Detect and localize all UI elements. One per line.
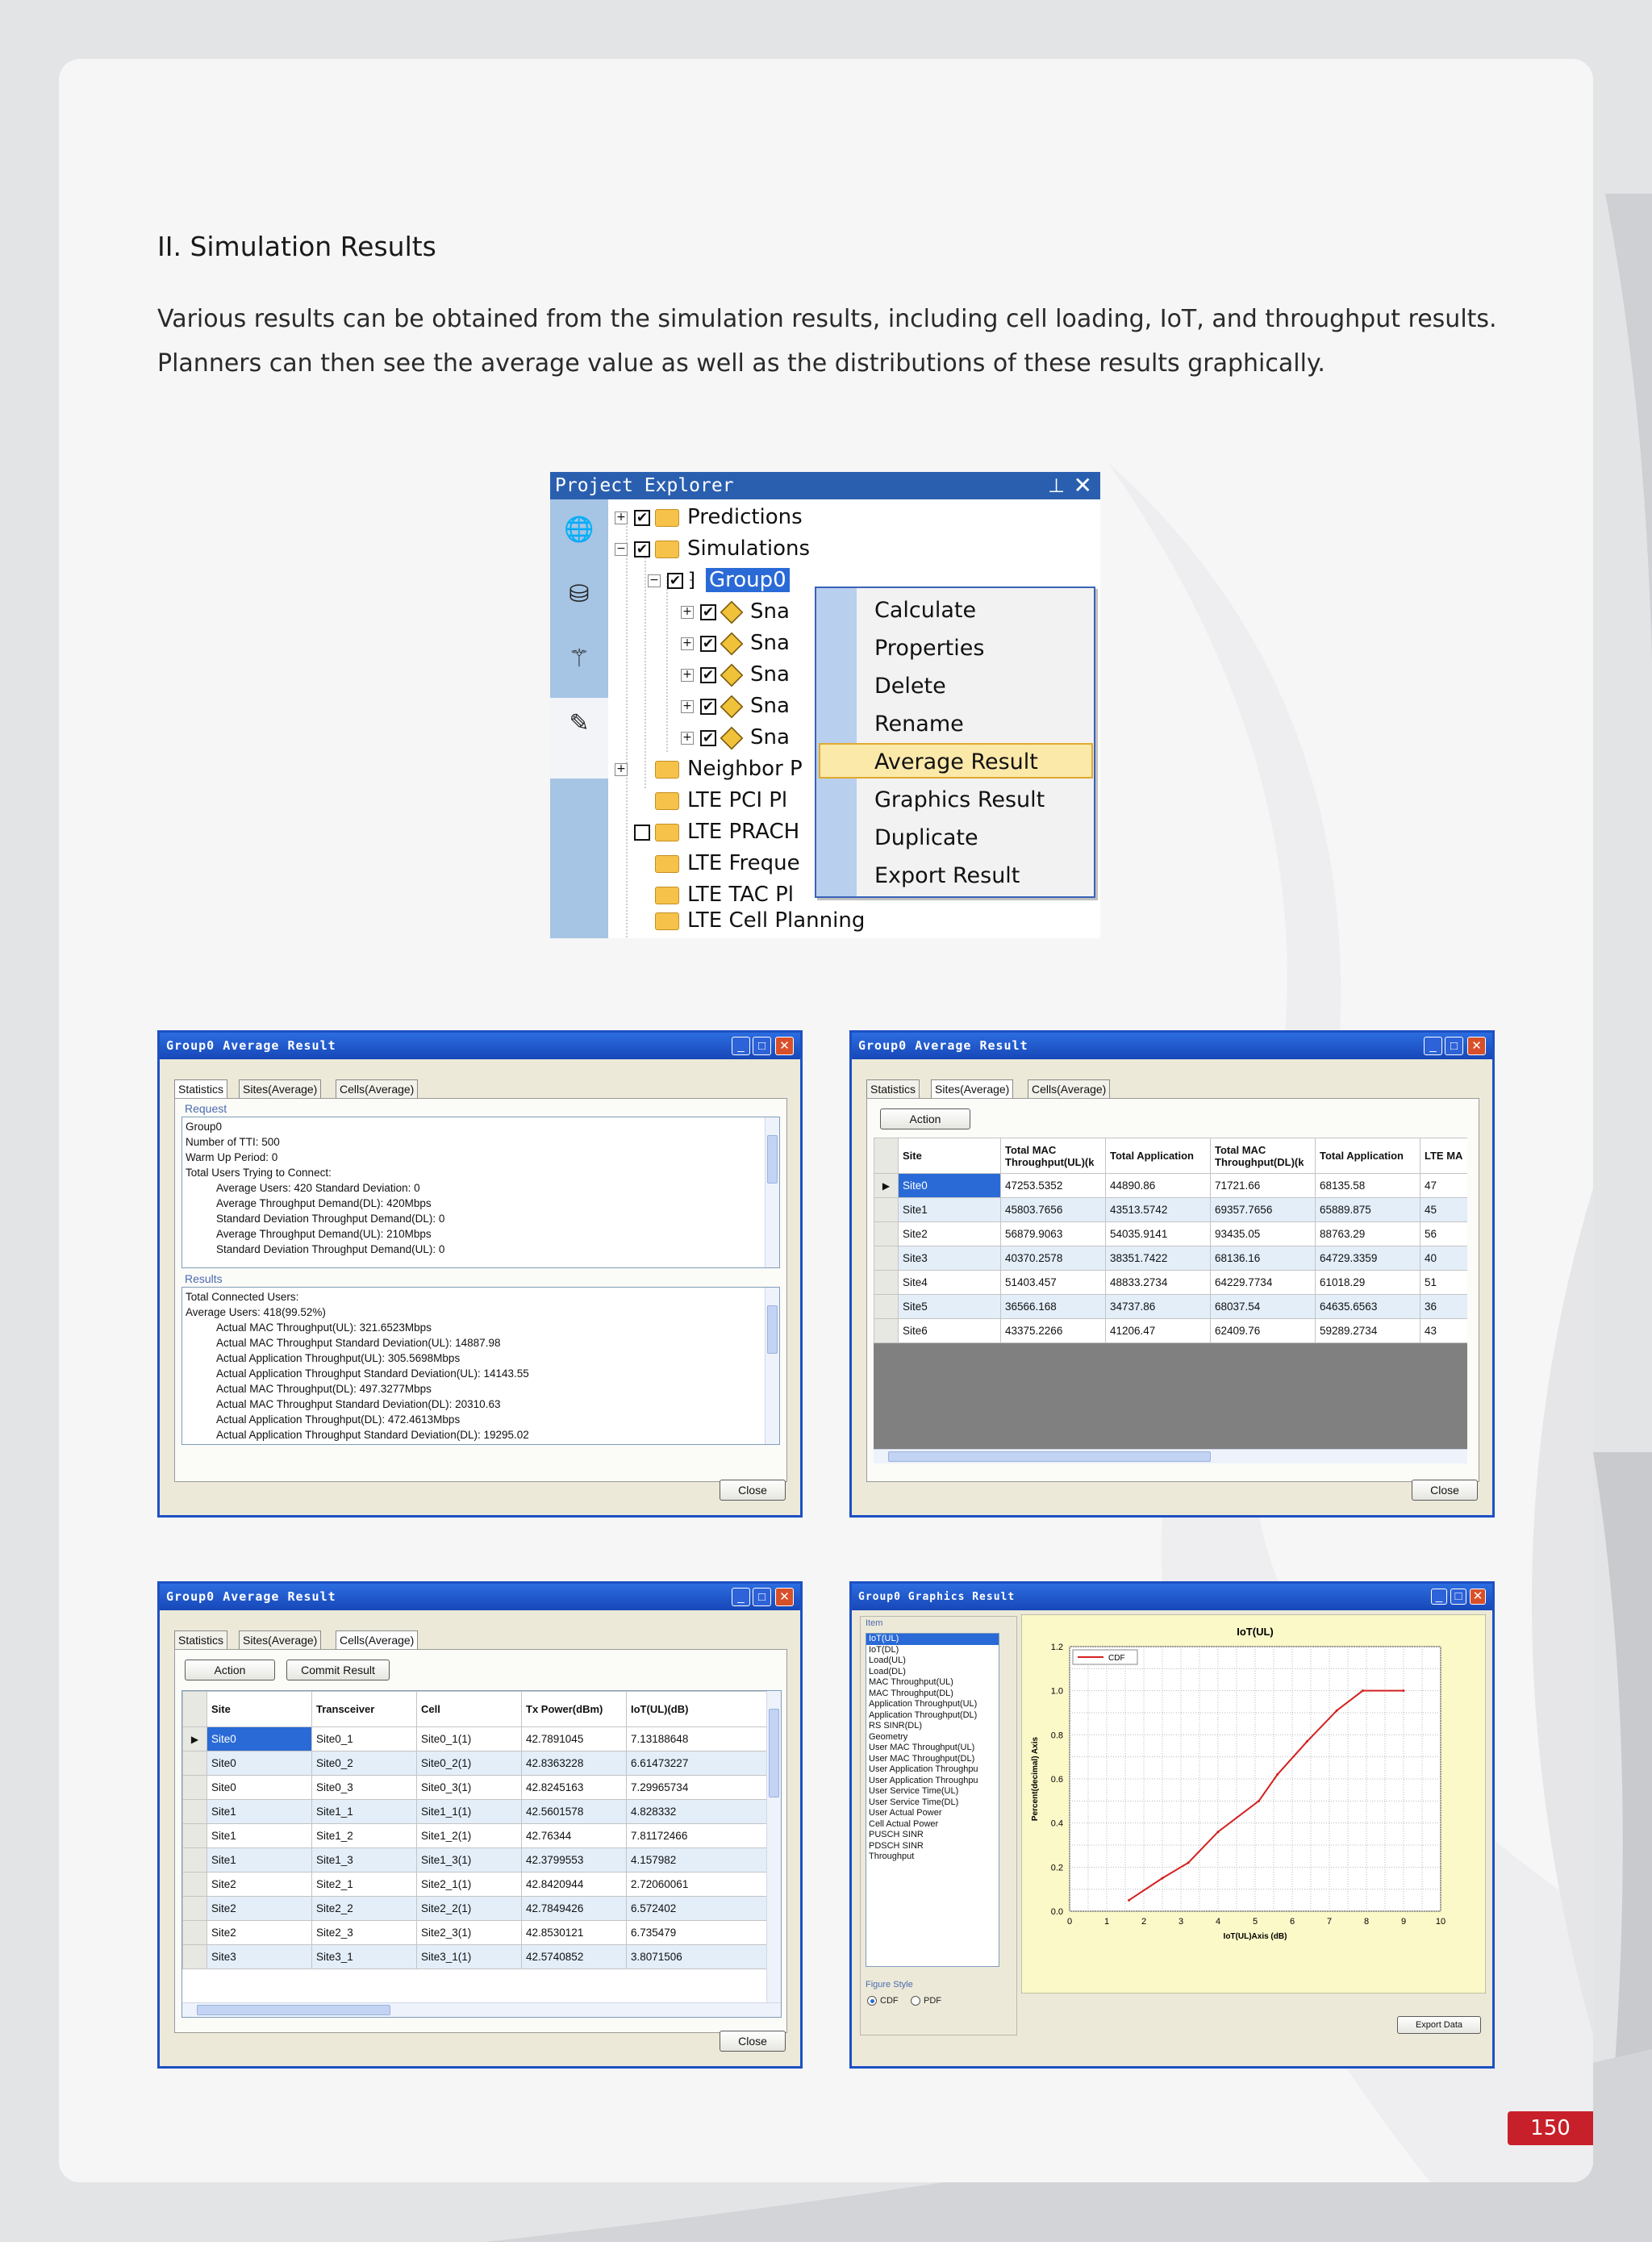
column-header[interactable]: Site (207, 1692, 312, 1727)
section-paragraph: Various results can be obtained from the simulation results, including cell loading, IoT, and throughput results. Planners can then see the average value as well as the distributions of these results graphically. (157, 305, 1497, 378)
snapshot-icon (720, 726, 744, 749)
legend-label: CDF (1108, 1654, 1125, 1663)
data-point (1276, 1773, 1279, 1776)
checkbox-checked-icon[interactable]: ✔ (700, 636, 716, 652)
globe-icon[interactable]: 🌐 (564, 516, 594, 544)
snapshot-icon (720, 632, 744, 655)
menu-item-rename[interactable]: Rename (874, 712, 964, 737)
data-point (1362, 1689, 1364, 1692)
tab-panel (174, 1098, 787, 1482)
x-tick-label: 1 (1103, 1917, 1110, 1927)
tab-area (174, 1079, 787, 1483)
y-tick-label: 0.6 (1050, 1775, 1063, 1785)
minimize-icon[interactable]: _ (1431, 1589, 1447, 1605)
data-point (1258, 1800, 1260, 1802)
y-tick-label: 0.8 (1050, 1731, 1063, 1741)
list-item[interactable]: Throughput (869, 1852, 915, 1861)
list-item[interactable]: IoT(UL) (866, 1634, 999, 1645)
close-button[interactable]: Close (1412, 1480, 1478, 1501)
window-title: Group0 Graphics Result (852, 1584, 1492, 1610)
checkbox-checked-icon[interactable]: ✔ (667, 573, 683, 589)
close-icon[interactable]: ✕ (1467, 1037, 1486, 1055)
vertical-scrollbar[interactable] (766, 1691, 781, 2004)
checkbox-checked-icon[interactable]: ✔ (634, 510, 650, 526)
action-button[interactable]: Action (880, 1108, 970, 1129)
column-header[interactable]: Site (899, 1138, 1001, 1174)
window-title: Group0 Average Result (160, 1033, 800, 1059)
table-row[interactable]: Site3 Site3_1 Site3_1(1) 42.5740852 3.8071506 (183, 1945, 767, 1969)
menu-item-delete[interactable]: Delete (874, 674, 946, 699)
x-tick-label: 3 (1178, 1917, 1184, 1927)
row-pointer-icon: ▶ (183, 1727, 207, 1751)
folder-icon (655, 509, 679, 527)
tab-statistics[interactable]: Statistics (174, 1630, 227, 1650)
expand-icon[interactable]: + (615, 511, 628, 524)
tree-label: Predictions (687, 505, 803, 529)
row-pointer-icon: ▶ (874, 1174, 899, 1198)
section-heading: II. Simulation Results (157, 231, 436, 262)
tab-area (866, 1079, 1479, 1483)
cells-average-window (157, 1581, 803, 2069)
results-label: Results (185, 1272, 223, 1285)
tree-item-lte-cell-planning[interactable] (634, 905, 865, 936)
y-axis-label: Percent(decimal) Axis (1031, 1736, 1040, 1822)
vertical-scrollbar[interactable] (765, 1117, 779, 1267)
list-item[interactable]: User Service Time(UL) (869, 1786, 959, 1796)
results-textbox[interactable]: Total Connected Users: Average Users: 418(99.52%) Actual MAC Throughput(UL): 321.6523Mbps Actual MAC Throughput Standard Deviation(UL): 14887.98 Actual Application Throughput(UL): 305.5698Mbps Actual Application Throughput Standard Deviation(UL): 14143.55 Actual MAC Throughput(DL): 497.3277Mbps Actual MAC Throughput Standard Deviation(DL): 20310.63 Actual Application Throughput(DL): 472.4613Mbps Actual Application Throughput Standard Deviation(DL): 19295.02 (181, 1287, 780, 1445)
minimize-icon[interactable]: _ (732, 1037, 750, 1055)
y-tick-label: 1.2 (1050, 1643, 1063, 1652)
graphics-result-window (849, 1581, 1495, 2069)
tree-label: LTE PCI Pl (687, 788, 788, 812)
list-item[interactable]: Load(UL) (869, 1655, 906, 1665)
request-textbox[interactable]: Group0 Number of TTI: 500 Warm Up Period: 0 Total Users Trying to Connect: Average Users: 420 Standard Deviation: 0 Average Throughput Demand(DL): 420Mbps Standard Deviation Throughput Demand(DL): 0 Average Throughput Demand(UL): 210Mbps Standard Deviation Throughput Demand(UL): 0 (181, 1117, 780, 1268)
x-tick-label: 4 (1215, 1917, 1221, 1927)
table-row[interactable]: ▶ Site0 Site0_1 Site0_1(1) 42.7891045 7.13188648 (183, 1727, 767, 1751)
menu-item-duplicate[interactable]: Duplicate (874, 825, 978, 850)
tree-item-predictions[interactable] (615, 502, 803, 532)
iot-cdf-chart (1021, 1614, 1486, 1994)
list-item[interactable]: User Actual Power (869, 1808, 942, 1818)
column-header[interactable]: Total Application (1316, 1138, 1420, 1174)
list-item[interactable]: MAC Throughput(UL) (869, 1677, 953, 1687)
table-row[interactable]: Site5 36566.168 34737.86 68037.54 64635.6563 36 (874, 1295, 1468, 1319)
data-point (1217, 1831, 1220, 1833)
maximize-icon[interactable]: □ (753, 1037, 771, 1055)
commit-result-button[interactable]: Commit Result (286, 1660, 390, 1680)
close-icon[interactable]: ✕ (1470, 1589, 1486, 1605)
menu-item-graphics-result[interactable]: Graphics Result (874, 787, 1045, 812)
column-header[interactable]: Cell (417, 1692, 522, 1727)
tree-label: LTE Cell Planning (687, 908, 866, 933)
context-menu-strip (816, 588, 857, 896)
tree-label: LTE Freque (687, 851, 800, 875)
table-row[interactable]: Site1 Site1_2 Site1_2(1) 42.76344 7.81172466 (183, 1824, 767, 1848)
x-tick-label: 10 (1435, 1917, 1446, 1927)
tree-label-selected: Group0 (706, 568, 790, 592)
folder-icon (655, 541, 679, 558)
x-axis-label: IoT(UL)Axis (dB) (1223, 1932, 1287, 1941)
menu-item-calculate[interactable]: Calculate (874, 598, 977, 623)
list-item[interactable]: User Application Throughpu (869, 1775, 978, 1785)
checkbox-checked-icon[interactable]: ✔ (700, 730, 716, 746)
tab-sites-average[interactable]: Sites(Average) (239, 1079, 321, 1099)
y-tick-label: 0.0 (1050, 1907, 1063, 1917)
horizontal-scrollbar[interactable] (182, 2002, 782, 2017)
folder-icon (655, 792, 679, 810)
tab-panel (866, 1098, 1479, 1482)
vertical-scrollbar[interactable] (765, 1288, 779, 1444)
table-row[interactable]: Site0 Site0_2 Site0_2(1) 42.8363228 6.61473227 (183, 1751, 767, 1776)
data-point (1187, 1861, 1190, 1864)
action-button[interactable]: Action (185, 1660, 275, 1680)
maximize-icon[interactable]: □ (1445, 1037, 1463, 1055)
list-item[interactable]: MAC Throughput(DL) (869, 1688, 953, 1698)
folder-icon (655, 887, 679, 904)
table-row[interactable]: Site1 Site1_3 Site1_3(1) 42.3799553 4.157982 (183, 1848, 767, 1873)
data-point (1336, 1710, 1338, 1712)
checkbox-checked-icon[interactable]: ✔ (700, 667, 716, 683)
table-header-row (183, 1692, 767, 1727)
data-point (1128, 1899, 1130, 1902)
tree-item-lte-prach[interactable] (634, 816, 799, 847)
radio-unselected-icon[interactable] (911, 1996, 920, 2006)
column-header[interactable]: Transceiver (312, 1692, 417, 1727)
menu-item-export-result[interactable]: Export Result (874, 863, 1020, 888)
menu-item-properties[interactable]: Properties (874, 636, 985, 661)
project-explorer-title: Project Explorer (550, 472, 1100, 499)
tree-item-snapshot[interactable] (681, 691, 790, 721)
expand-icon[interactable]: + (681, 669, 694, 682)
column-header[interactable]: LTE MA (1420, 1138, 1468, 1174)
x-tick-label: 0 (1066, 1917, 1073, 1927)
tab-statistics[interactable]: Statistics (174, 1079, 227, 1099)
list-item[interactable]: PDSCH SINR (869, 1840, 924, 1851)
folder-icon (655, 912, 679, 930)
tree-label: Sna (750, 725, 790, 749)
table-row[interactable]: Site3 40370.2578 38351.7422 68136.16 64729.3359 40 (874, 1246, 1468, 1271)
collapse-icon[interactable]: − (648, 574, 661, 587)
list-item[interactable]: User Application Throughpu (869, 1764, 978, 1774)
tree-item-lte-frequency[interactable] (634, 848, 800, 879)
x-tick-label: 8 (1363, 1917, 1370, 1927)
snapshot-icon (720, 695, 744, 718)
column-header[interactable]: Total Application (1106, 1138, 1211, 1174)
table-row[interactable]: Site2 56879.9063 54035.9141 93435.05 88763.29 56 (874, 1222, 1468, 1246)
expand-icon[interactable]: + (681, 700, 694, 713)
minimize-icon[interactable]: _ (732, 1588, 750, 1606)
chart-title: IoT(UL) (1237, 1626, 1274, 1638)
page-number: 150 (1508, 2111, 1593, 2145)
table-row[interactable]: Site0 Site0_3 Site0_3(1) 42.8245163 7.29965734 (183, 1776, 767, 1800)
close-icon[interactable]: ✕ (1073, 472, 1092, 499)
maximize-icon[interactable]: □ (753, 1588, 771, 1606)
table-row[interactable]: Site6 43375.2266 41206.47 62409.76 59289.2734 43 (874, 1319, 1468, 1343)
list-item[interactable]: IoT(DL) (869, 1644, 899, 1655)
pdf-radio[interactable]: PDF (911, 1996, 941, 2006)
tree-label: LTE TAC Pl (687, 883, 794, 907)
data-point (1306, 1740, 1308, 1743)
checkbox-unchecked-icon[interactable] (634, 825, 650, 841)
column-header[interactable]: Total MAC Throughput(UL)(k (1001, 1138, 1106, 1174)
antenna-icon[interactable]: ⚚ (568, 645, 590, 673)
cells-grid-container (181, 1690, 782, 2018)
window-title: Group0 Average Result (852, 1033, 1492, 1059)
list-item[interactable]: RS SINR(DL) (869, 1721, 923, 1731)
x-tick-label: 9 (1400, 1917, 1407, 1927)
database-icon[interactable]: ⛁ (569, 580, 590, 608)
table-row[interactable]: Site1 45803.7656 43513.5742 69357.7656 65889.875 45 (874, 1198, 1468, 1222)
close-button[interactable]: Close (720, 1480, 786, 1501)
list-item[interactable]: Application Throughput(DL) (869, 1710, 978, 1720)
folder-icon (655, 761, 679, 779)
list-item[interactable]: User MAC Throughput(DL) (869, 1753, 975, 1764)
tab-panel (174, 1649, 787, 2033)
table-row[interactable]: Site2 Site2_3 Site2_3(1) 42.8530121 6.735479 (183, 1921, 767, 1945)
collapse-icon[interactable]: − (615, 543, 628, 556)
statistics-window (157, 1030, 803, 1518)
group-icon: ⁆ (688, 569, 696, 591)
tab-sites-average[interactable]: Sites(Average) (931, 1079, 1013, 1099)
expand-icon[interactable]: + (681, 732, 694, 745)
y-tick-label: 0.4 (1050, 1818, 1063, 1829)
tab-sites-average[interactable]: Sites(Average) (239, 1630, 321, 1650)
tree-item-group0[interactable] (648, 565, 790, 595)
tree-label: Sna (750, 662, 790, 687)
y-tick-label: 1.0 (1050, 1686, 1063, 1697)
export-data-button[interactable]: Export Data (1397, 2016, 1481, 2034)
x-tick-label: 2 (1141, 1917, 1147, 1927)
tab-area (174, 1630, 787, 2034)
list-item[interactable]: Cell Actual Power (869, 1818, 939, 1829)
tree-item-neighbor[interactable] (615, 754, 803, 784)
list-item[interactable]: Application Throughput(UL) (869, 1699, 978, 1709)
document-edit-icon[interactable]: ✎ (569, 709, 590, 737)
horizontal-scrollbar[interactable] (874, 1449, 1467, 1463)
y-tick-label: 0.2 (1050, 1863, 1063, 1873)
tab-cells-average[interactable]: Cells(Average) (1028, 1079, 1110, 1099)
expand-icon[interactable]: + (681, 606, 694, 619)
request-label: Request (185, 1102, 227, 1115)
menu-item-average-result[interactable]: Average Result (874, 749, 1038, 774)
close-icon[interactable]: ✕ (775, 1037, 794, 1055)
close-icon[interactable]: ✕ (775, 1588, 794, 1606)
sites-grid-container (874, 1138, 1467, 1463)
context-menu (815, 587, 1095, 898)
table-header-row (874, 1138, 1468, 1174)
minimize-icon[interactable]: _ (1424, 1037, 1442, 1055)
tree-label: Neighbor P (687, 757, 803, 781)
snapshot-icon (720, 663, 744, 687)
window-title: Group0 Average Result (160, 1584, 800, 1610)
tree-label: Sna (750, 599, 790, 624)
tree-item-snapshot[interactable] (681, 628, 790, 658)
tab-statistics[interactable]: Statistics (866, 1079, 920, 1099)
table-row[interactable]: ▶ Site0 47253.5352 44890.86 71721.66 68135.58 47 (874, 1174, 1468, 1198)
sites-average-window (849, 1030, 1495, 1518)
pin-icon[interactable]: ⊥ (1048, 474, 1065, 497)
tree-item-simulations[interactable] (615, 533, 810, 564)
x-tick-label: 7 (1326, 1917, 1333, 1927)
checkbox-checked-icon[interactable]: ✔ (700, 604, 716, 620)
cells-table (182, 1691, 767, 1969)
column-header[interactable]: IoT(UL)(dB) (627, 1692, 767, 1727)
tree-item-snapshot[interactable] (681, 722, 790, 753)
folder-icon (655, 824, 679, 841)
close-button[interactable]: Close (720, 2031, 786, 2052)
checkbox-checked-icon[interactable]: ✔ (634, 541, 650, 557)
radio-selected-icon[interactable] (867, 1996, 877, 2006)
tab-cells-average[interactable]: Cells(Average) (336, 1079, 418, 1099)
list-item[interactable]: Load(DL) (869, 1666, 906, 1676)
table-row[interactable]: Site4 51403.457 48833.2734 64229.7734 61018.29 51 (874, 1271, 1468, 1295)
expand-icon[interactable]: + (681, 637, 694, 650)
x-tick-label: 5 (1252, 1917, 1258, 1927)
tree-item-lte-pci[interactable] (634, 785, 787, 816)
folder-icon (655, 855, 679, 873)
table-row[interactable]: Site2 Site2_2 Site2_2(1) 42.7849426 6.572402 (183, 1897, 767, 1921)
table-row[interactable]: Site2 Site2_1 Site2_1(1) 42.8420944 2.72060061 (183, 1873, 767, 1897)
expand-icon[interactable]: + (615, 763, 628, 776)
data-point (1403, 1689, 1405, 1692)
column-header[interactable]: Tx Power(dBm) (522, 1692, 627, 1727)
list-item[interactable]: User Service Time(DL) (869, 1797, 959, 1807)
tree-label: Simulations (687, 536, 811, 561)
snapshot-icon (720, 600, 744, 624)
tree-label: Sna (750, 694, 790, 718)
data-point (1162, 1877, 1164, 1880)
figure-style-label: Figure Style (866, 1980, 913, 1989)
tree-item-snapshot[interactable] (681, 659, 790, 690)
x-tick-label: 6 (1289, 1917, 1295, 1927)
checkbox-checked-icon[interactable]: ✔ (700, 699, 716, 715)
item-panel (860, 1616, 1017, 2035)
maximize-icon[interactable]: □ (1450, 1589, 1466, 1605)
item-label: Item (866, 1618, 883, 1628)
cdf-radio[interactable]: CDF (867, 1996, 899, 2006)
list-item[interactable]: PUSCH SINR (869, 1830, 924, 1839)
table-row[interactable]: Site1 Site1_1 Site1_1(1) 42.5601578 4.828332 (183, 1800, 767, 1824)
tab-cells-average[interactable]: Cells(Average) (336, 1630, 418, 1650)
tree-label: LTE PRACH (687, 820, 800, 844)
list-item[interactable]: User MAC Throughput(UL) (869, 1743, 975, 1752)
tree-item-snapshot[interactable] (681, 596, 790, 627)
item-listbox[interactable] (866, 1633, 999, 1967)
list-item[interactable]: Geometry (869, 1731, 908, 1742)
tree-label: Sna (750, 631, 790, 655)
sites-table (874, 1138, 1467, 1343)
column-header[interactable]: Total MAC Throughput(DL)(k (1211, 1138, 1316, 1174)
